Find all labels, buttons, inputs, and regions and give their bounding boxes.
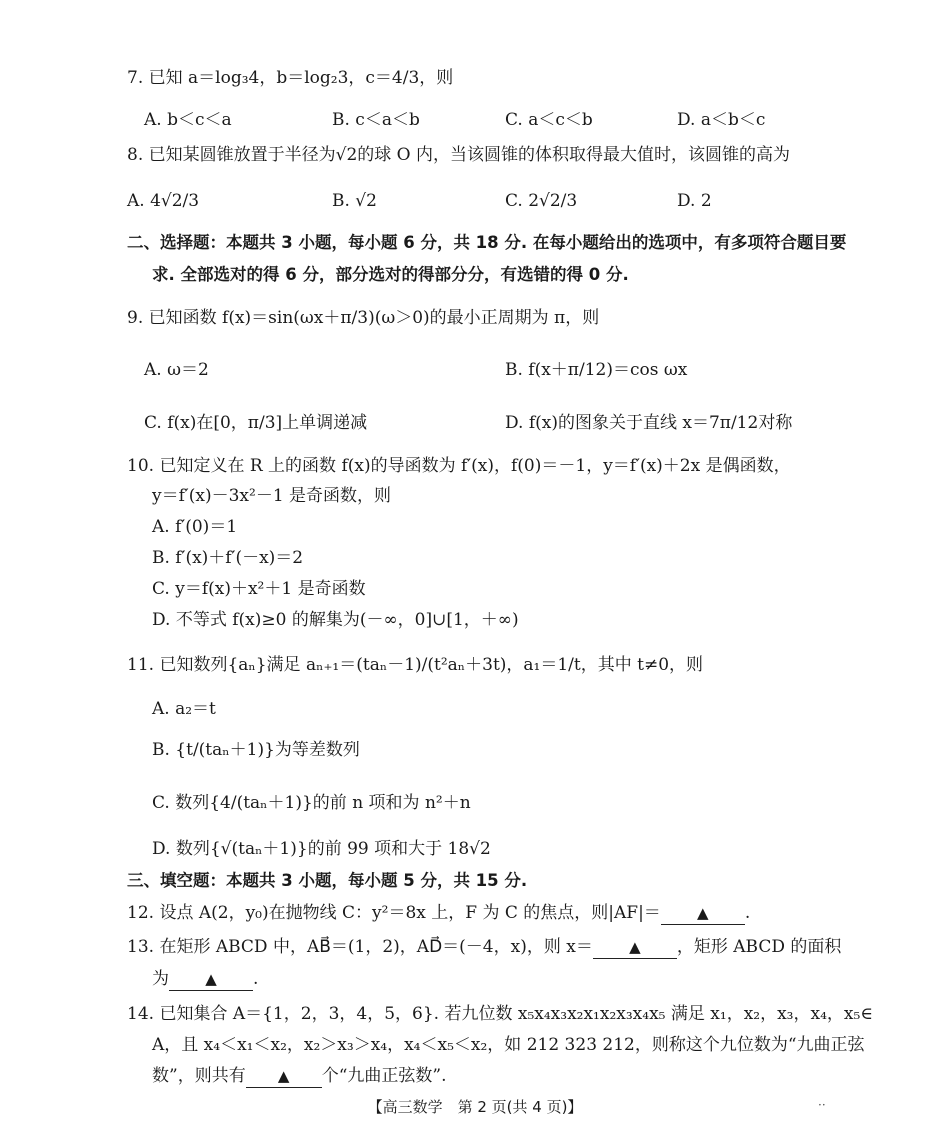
q9-option-d: D. f(x)的图象关于直线 x＝7π/12对称 [505,413,793,433]
q14-answer-blank[interactable] [246,1065,322,1088]
q13-answer-blank-x[interactable] [593,936,677,959]
question-14-stem-end [152,1064,447,1088]
q11-option-a: A. a₂＝t [152,699,216,719]
blank-marker-icon: ▲ [205,970,217,988]
q11-option-d: D. 数列{√(taₙ＋1)}的前 99 项和大于 18√2 [152,839,491,859]
q9-option-b: B. f(x＋π/12)＝cos ωx [505,360,688,380]
question-10-stem-cont: y＝f′(x)－3x²－1 是奇函数，则 [152,486,392,506]
q10-option-d: D. 不等式 f(x)≥0 的解集为(－∞，0]∪[1，＋∞) [152,610,519,630]
question-10-stem: 10. 已知定义在 R 上的函数 f(x)的导函数为 f′(x)，f(0)＝－1，y＝f′(x)＋2x 是偶函数， [127,456,791,476]
q8-option-b: B. √2 [332,191,377,211]
question-14-stem-cont: A，且 x₄＜x₁＜x₂，x₂＞x₃＞x₄，x₄＜x₅＜x₂，如 212 323 212，则称这个九位数为“九曲正弦 [152,1035,865,1055]
section-3-heading: 三、填空题：本题共 3 小题，每小题 5 分，共 15 分. [127,871,528,890]
q10-option-c: C. y＝f(x)＋x²＋1 是奇函数 [152,579,366,599]
page-footer: 【高三数学 第 2 页(共 4 页)】 [367,1098,583,1116]
blank-marker-icon: ▲ [629,938,641,956]
q10-option-a: A. f′(0)＝1 [152,517,238,537]
q9-option-a: A. ω＝2 [144,360,209,380]
question-13 [127,935,841,959]
q8-option-a: A. 4√2/3 [127,191,200,211]
corner-mark: ·· [818,1098,826,1112]
question-7-stem: 7. 已知 a＝log₃4，b＝log₂3，c＝4/3，则 [127,68,454,88]
question-14-stem: 14. 已知集合 A＝{1，2，3，4，5，6}. 若九位数 x₅x₄x₃x₂x₁x₂x₃x₄x₅ 满足 x₁，x₂，x₃，x₄，x₅∈ [127,1004,873,1024]
question-9-stem: 9. 已知函数 f(x)＝sin(ωx＋π/3)(ω＞0)的最小正周期为 π，则 [127,308,600,328]
q7-option-b: B. c＜a＜b [332,110,420,130]
q7-option-d: D. a＜b＜c [677,110,766,130]
q13-text-mid: ，矩形 ABCD 的面积 [676,937,842,957]
q13-answer-blank-area[interactable] [169,968,253,991]
question-8-stem: 8. 已知某圆锥放置于半径为√2的球 O 内，当该圆锥的体积取得最大值时，该圆锥的高为 [127,145,791,165]
section-2-heading-cont: 求. 全部选对的得 6 分，部分选对的得部分分，有选错的得 0 分. [152,265,629,284]
q12-end: . [744,903,751,923]
q13-text: 13. 在矩形 ABCD 中，AB⃗＝(1，2)，AD⃗＝(－4，x)，则 x＝ [127,937,593,957]
q10-option-b: B. f′(x)＋f′(－x)＝2 [152,548,304,568]
q7-option-c: C. a＜c＜b [505,110,593,130]
q8-option-c: C. 2√2/3 [505,191,578,211]
q7-option-a: A. b＜c＜a [144,110,232,130]
question-13-cont [152,967,258,991]
blank-marker-icon: ▲ [697,904,709,922]
q13-text-2: 为 [152,969,169,989]
section-2-heading: 二、选择题：本题共 3 小题，每小题 6 分，共 18 分. 在每小题给出的选项中，有多项符合题目要 [127,233,847,252]
q13-end: . [253,969,259,989]
q11-option-c: C. 数列{4/(taₙ＋1)}的前 n 项和为 n²＋n [152,793,471,813]
q14-text: 数”，则共有 [152,1066,246,1086]
q8-option-d: D. 2 [677,191,712,211]
q14-end: 个“九曲正弦数”. [321,1066,447,1086]
q12-answer-blank[interactable] [661,902,745,925]
question-11-stem: 11. 已知数列{aₙ}满足 aₙ₊₁＝(taₙ－1)/(t²aₙ＋3t)，a₁＝1/t，其中 t≠0，则 [127,655,704,675]
q12-text: 12. 设点 A(2，y₀)在抛物线 C：y²＝8x 上，F 为 C 的焦点，则|AF|＝ [127,903,661,923]
question-12 [127,901,750,925]
blank-marker-icon: ▲ [277,1067,290,1085]
q9-option-c: C. f(x)在[0，π/3]上单调递减 [144,413,368,433]
q11-option-b: B. {t/(taₙ＋1)}为等差数列 [152,740,360,760]
